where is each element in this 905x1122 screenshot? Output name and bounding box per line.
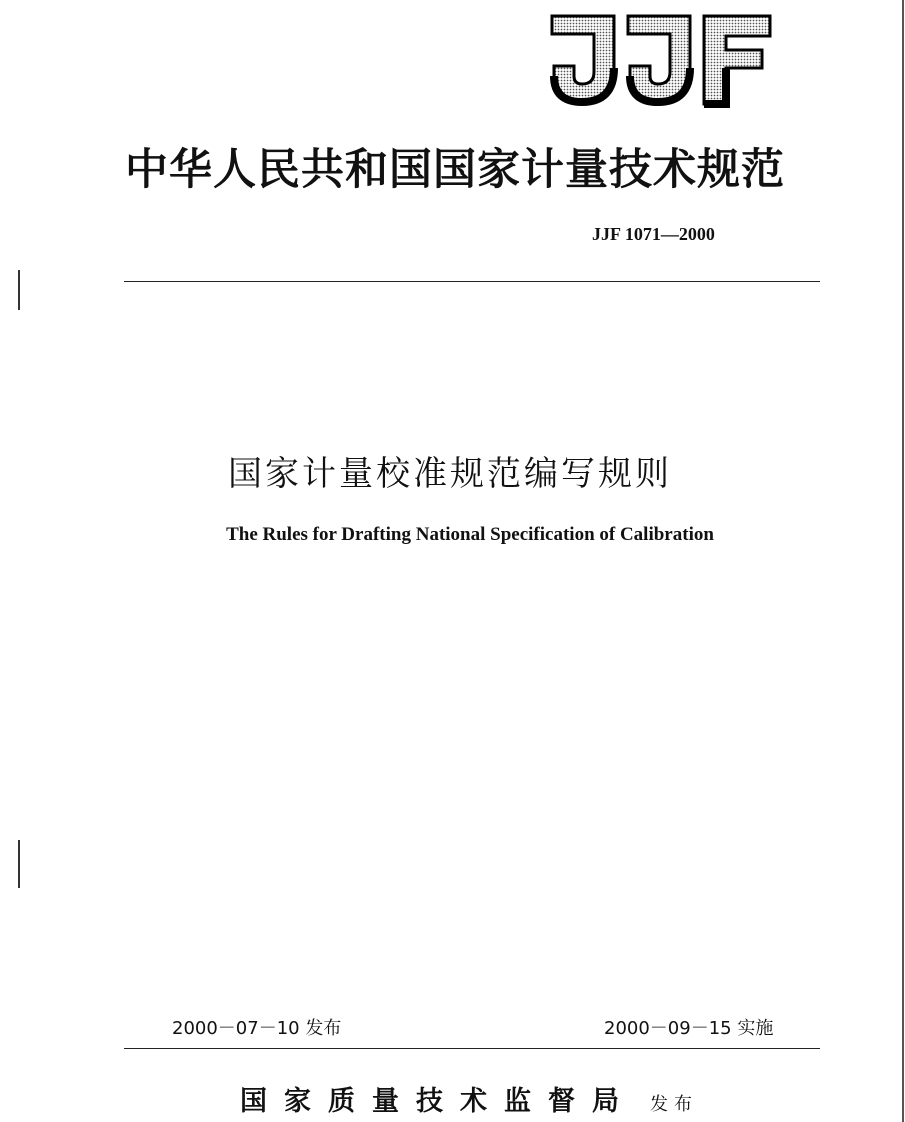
publisher-suffix: 发布 [650,1094,698,1115]
issue-date: 2000－07－10 发布 [172,1018,342,1039]
footer-divider [124,1048,820,1049]
scan-mark [18,270,20,310]
implementation-date: 2000－09－15 实施 [604,1018,774,1039]
publisher-name: 国家质量技术监督局 [240,1086,636,1117]
organization-title: 中华人民共和国国家计量技术规范 [125,145,785,195]
scan-mark [18,840,20,888]
document-title-chinese: 国家计量校准规范编写规则 [228,454,672,494]
jjf-logo-icon [548,10,774,110]
document-title-english: The Rules for Drafting National Specification of Calibration [226,524,714,545]
scan-edge [902,0,904,1122]
header-divider [124,281,820,282]
document-number: JJF 1071—2000 [592,224,715,244]
